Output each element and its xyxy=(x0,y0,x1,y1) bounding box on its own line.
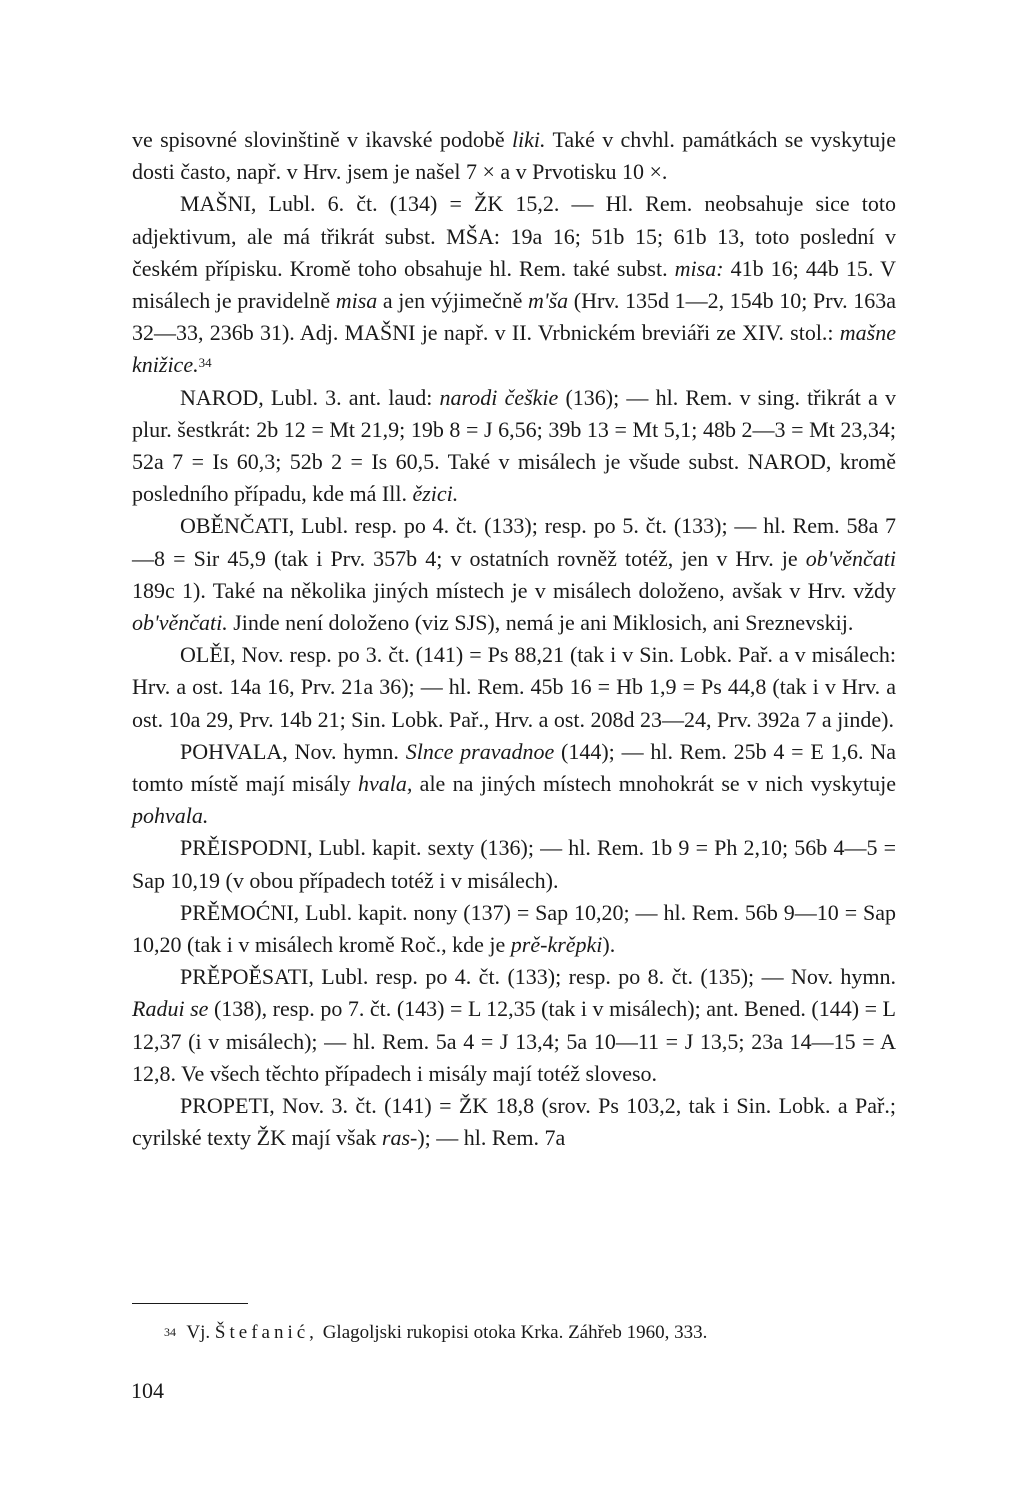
text-run: PROPETI, Nov. 3. čt. (141) = ŽK 18,8 (srov. Ps 103,2, tak i Sin. Lobk. a Pař.; cyrilské texty ŽK mají však xyxy=(132,1093,896,1151)
paragraph xyxy=(132,188,896,381)
paragraph xyxy=(132,832,896,896)
page-number: 104 xyxy=(131,1378,164,1403)
paragraph xyxy=(132,1090,896,1154)
paragraph xyxy=(132,124,896,188)
text-run: (138), resp. po 7. čt. (143) = L 12,35 (tak i v misálech); ant. Bened. (144) = L 12,37 (i v misálech); — hl. Rem. 5a 4 = J 13,4; 5a 10—11 = J 13,5; 23a 14—15 = A 12,8. Ve všech těchto případech i misály mají totéž sloveso. xyxy=(132,996,896,1086)
text-run: PRĚMOĆNI, Lubl. kapit. nony (137) = Sap 10,20; — hl. Rem. 56b 9—10 = Sap 10,20 (tak i v misálech kromě Roč., kde je xyxy=(132,899,896,958)
footnote-prefix: Vj. xyxy=(186,1322,211,1343)
italic-text: misa xyxy=(335,288,378,314)
paragraph xyxy=(132,961,896,1090)
text-run: (136); — hl. Rem. v sing. třikrát a v plur. šestkrát: 2b 12 = Mt 21,9; 19b 8 = J 6,56; 39b 13 = Mt 5,1; 48b 2—3 = Mt 23,34; 52a 7 = Is 60,3; 52b 2 = Is 60,5. Také v misálech je všude subst. NAROD, kromě posledního případu, kde má Ill. xyxy=(132,384,896,507)
footnote xyxy=(164,1320,904,1346)
paragraph xyxy=(132,736,896,833)
italic-text: pohvala. xyxy=(132,803,209,829)
italic-text: ras- xyxy=(381,1125,418,1151)
text-run: NAROD, Lubl. 3. ant. laud: xyxy=(180,384,440,410)
text-run: a jen výjimečně xyxy=(377,288,528,314)
text-run: PRĚPOĚSATI, Lubl. resp. po 4. čt. (133); resp. po 8. čt. (135); — Nov. hymn. xyxy=(180,964,896,990)
footnote-marker: 34 xyxy=(164,1325,176,1339)
footnote-reference: 34 xyxy=(198,355,212,371)
text-run: OBĚNČATI, Lubl. resp. po 4. čt. (133); resp. po 5. čt. (133); — hl. Rem. 58a 7—8 = Sir 45,9 (tak i Prv. 357b 4; v ostatních rovněž totéž, jen v Hrv. je xyxy=(132,513,896,571)
text-run: 41b 16; 44b 15. V misálech je pravidelně xyxy=(132,255,896,314)
text-run: Jinde není doloženo (viz SJS), nemá je ani Miklosich, ani Sreznevskij. xyxy=(227,610,854,636)
text-run: ); — hl. Rem. 7a xyxy=(417,1125,566,1151)
footnote-divider xyxy=(132,1303,248,1304)
text-run: (Hrv. 135d 1—2, 154b 10; Prv. 163a 32—33, 236b 31). Adj. MAŠNI je např. v II. Vrbnickém breviáři ze XIV. stol.: xyxy=(132,288,897,346)
footnote-citation: Glagoljski rukopisi otoka Krka. Záhřeb 1960, 333. xyxy=(322,1322,708,1343)
text-run: ve spisovné slovinštině v ikavské podobě xyxy=(132,127,512,152)
italic-text: Radui se xyxy=(132,996,209,1022)
text-run: OLĚI, Nov. resp. po 3. čt. (141) = Ps 88,21 (tak i v Sin. Lobk. Pař. a v misálech: Hrv. a ost. 14a 16, Prv. 21a 36); — hl. Rem. 45b 16 = Hb 1,9 = Ps 44,8 (tak i v Hrv. a ost. 10a 29, Prv. 14b 21; Sin. Lobk. Pař., Hrv. a ost. 208d 23—24, Prv. 392a 7 a jinde). xyxy=(132,642,896,732)
italic-text: m'ša xyxy=(528,288,569,314)
italic-text: ob'věnčati. xyxy=(132,610,228,636)
text-run: Také v chvhl. památkách se vyskytuje dosti často, např. v Hrv. jsem je našel 7 × a v Prvotisku 10 ×. xyxy=(132,127,896,185)
paragraph xyxy=(132,382,896,511)
italic-text: narodi češkie xyxy=(439,384,559,410)
text-run: ). xyxy=(602,932,616,958)
italic-text: mašne knižice. xyxy=(132,320,896,378)
paragraph xyxy=(132,510,896,639)
text-run: (144); — hl. Rem. 25b 4 = E 1,6. Na tomto místě mají misály xyxy=(132,738,896,797)
text-run: 189c 1). Také na několika jiných místech je v misálech doloženo, avšak v Hrv. vždy xyxy=(132,577,896,603)
footnote-author: Štefanić, xyxy=(214,1322,318,1343)
text-run: MAŠNI, Lubl. 6. čt. (134) = ŽK 15,2. — Hl. Rem. neobsahuje sice toto adjektivum, ale má třikrát subst. MŠA: 19a 16; 51b 15; 61b 13, toto poslední v českém přípisku. Kromě toho obsahuje hl. Rem. také subst. xyxy=(132,191,896,281)
italic-text: liki. xyxy=(511,127,546,152)
paragraph xyxy=(132,897,896,961)
main-text xyxy=(132,124,896,1155)
paragraph xyxy=(132,639,896,736)
italic-text: Slnce pravadnoe xyxy=(405,738,555,764)
italic-text: ob'věnčati xyxy=(805,545,896,571)
italic-text: prě-krěpki xyxy=(510,932,603,958)
text-run: ale na jiných místech mnohokrát se v nich vyskytuje xyxy=(412,771,896,797)
text-run: PRĚISPODNI, Lubl. kapit. sexty (136); — hl. Rem. 1b 9 = Ph 2,10; 56b 4—5 = Sap 10,19 (v obou případech totéž i v misálech). xyxy=(132,835,896,893)
text-run: POHVALA, Nov. hymn. xyxy=(180,738,406,764)
italic-text: misa: xyxy=(674,255,724,281)
italic-text: hvala, xyxy=(357,771,413,797)
italic-text: ězici. xyxy=(412,481,459,507)
